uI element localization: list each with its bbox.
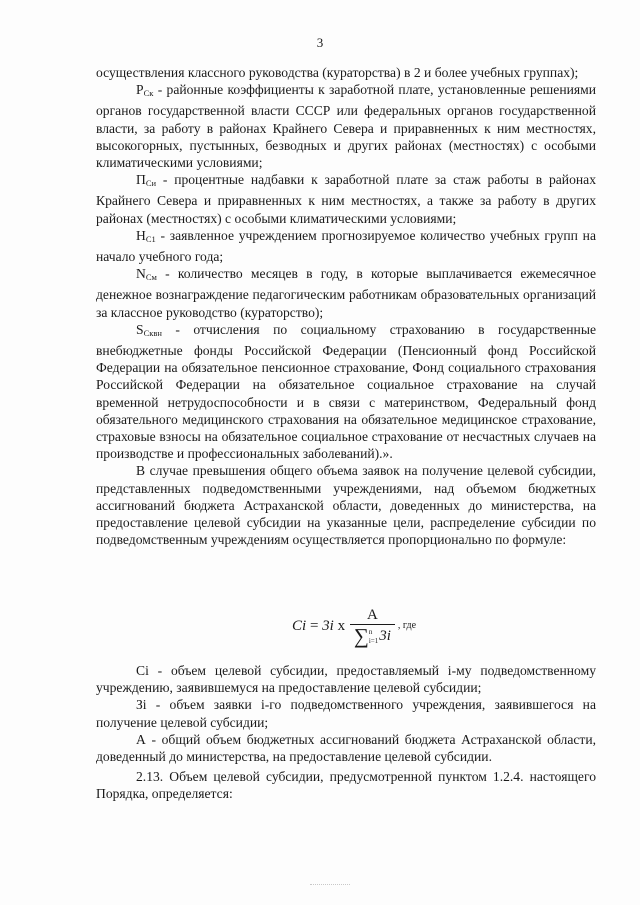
- text-block-top: [96, 64, 596, 548]
- sum-icon: ∑: [353, 624, 369, 648]
- symbol-hc1: Н: [136, 227, 146, 243]
- paragraph-rsk: [96, 81, 596, 171]
- sum-upper: n: [368, 627, 373, 636]
- paragraph-zi-def: Зi - объем заявки i-го подведомственного учреждения, заявившегося на получение целевой субсидии;: [96, 697, 596, 730]
- paragraph-hc1: [96, 227, 596, 265]
- formula-fraction: [350, 606, 395, 647]
- paragraph-hc1-text: - заявленное учреждением прогнозируемое количество учебных групп на начало учебного года;: [96, 227, 596, 265]
- paragraph-nsm-text: - количество месяцев в году, в которые выплачивается ежемесячное денежное вознаграждение педагогическим работникам образовательных организаций за классное руководство (кураторство);: [96, 266, 596, 320]
- scan-mark: [310, 884, 350, 887]
- symbol-nsm-sub: См: [145, 272, 157, 283]
- formula-term: 3i: [322, 617, 334, 634]
- symbol-rsk: P: [136, 82, 144, 98]
- symbol-psi: П: [136, 172, 146, 188]
- text-block-definitions: [96, 662, 596, 765]
- page-number: 3: [316, 35, 324, 50]
- formula-lhs: Ci: [292, 617, 307, 634]
- sum-lower: i=1: [368, 636, 379, 645]
- paragraph-2-13: 2.13. Объем целевой субсидии, предусмотренной пунктом 1.2.4. настоящего Порядка, определяется:: [96, 769, 596, 802]
- paragraph-ci-def: Ci - объем целевой субсидии, предоставляемый i-му подведомственному учреждению, заявившемуся на предоставление целевой субсидии;: [96, 663, 596, 696]
- text-block-bottom: [96, 768, 596, 802]
- formula-times: x: [333, 617, 349, 634]
- paragraph-psi-text: - процентные надбавки к заработной плате за стаж работы в районах Крайнего Севера и приравненных к ним местностях, а также за работу в других районах (местностях) с особыми климатическими условиями;: [96, 172, 596, 226]
- symbol-nsm: N: [136, 266, 146, 282]
- symbol-skvn-sub: Сквн: [143, 327, 162, 338]
- paragraph-nsm: [96, 265, 596, 321]
- paragraph-psi: [96, 171, 596, 227]
- paragraph-skvn-text: - отчисления по социальному страхованию в государственные внебюджетные фонды Российской Федерации (Пенсионный фонд Российской Федерации на обязательное пенсионное страхование, Фонд социального страхования Российской Федерации на обязательное социальное страхование на случай временной нетрудоспособности и в связи с материнством, Федеральный фонд обязательного медицинского страхования на обязательное медицинское страхование, страховые взносы на обязательное социальное страхование от несчастных случаев на производстве и профессиональных заболеваний).».: [96, 321, 596, 462]
- sum-term: 3i: [379, 628, 391, 644]
- symbol-rsk-sub: Ск: [143, 88, 154, 99]
- sum-limits: [369, 628, 378, 646]
- distribution-formula: [292, 606, 416, 647]
- paragraph-0: осуществления классного руководства (кураторства) в 2 и более учебных группах);: [96, 65, 579, 80]
- paragraph-skvn: [96, 321, 596, 463]
- formula-numerator: А: [350, 606, 395, 625]
- symbol-hc1-sub: С1: [145, 233, 156, 244]
- formula-eq: =: [306, 617, 323, 634]
- paragraph-rsk-text: - районные коэффициенты к заработной плате, установленные решениями органов государственной власти СССР или федеральных органов государственной власти, за работу в районах Крайнего Севера и приравненных к ним местностях, высокогорных, пустынных, безводных и других районах (местностях) с особыми климатическими условиями;: [96, 82, 596, 171]
- symbol-skvn: S: [136, 321, 144, 337]
- formula-suffix: , где: [397, 619, 417, 631]
- paragraph-a-def: А - общий объем бюджетных ассигнований бюджета Астраханской области, доведенный до министерства, на предоставление целевой субсидии.: [96, 731, 596, 765]
- paragraph-excess: В случае превышения общего объема заявок на получение целевой субсидии, представленных подведомственными учреждениями, над объемом бюджетных ассигнований бюджета Астраханской области, доведенных до министерства, на предоставление целевой субсидии на указанные цели, распределение субсидии по подведомственным учреждениям осуществляется пропорционально по формуле:: [96, 463, 596, 548]
- formula-denominator: [350, 625, 395, 647]
- symbol-psi-sub: Си: [145, 178, 157, 189]
